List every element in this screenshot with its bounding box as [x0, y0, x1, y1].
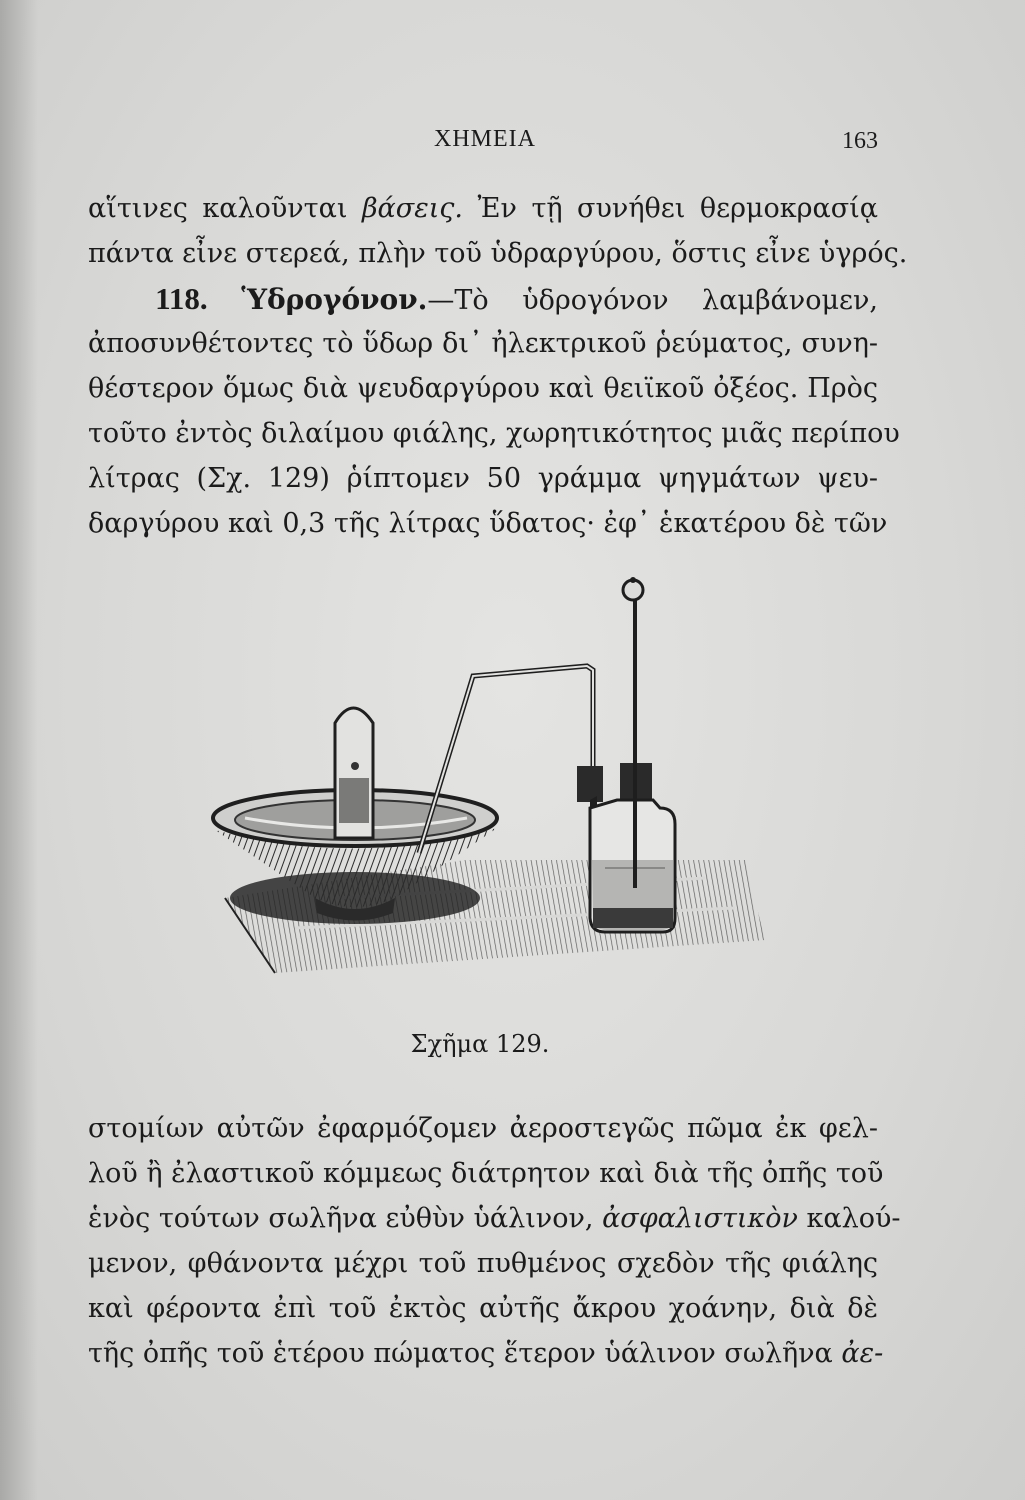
text-line: ἀποσυνθέτοντες τὸ ὕδωρ δι᾽ ἠλεκτρικοῦ ῥεύματος, συνη-: [88, 328, 878, 359]
section-heading-line: 118. Ὑδρογόνον.—Τὸ ὑδρογόνον λαμβάνομεν,: [155, 281, 878, 316]
electrolysis-apparatus-illustration: [205, 568, 895, 978]
text-line: θέστερον ὅμως διὰ ψευδαργύρου καὶ θειϊκοῦ ὀξέος. Πρὸς: [88, 373, 878, 404]
text-line: ἑνὸς τούτων σωλῆνα εὐθὺν ὑάλινον, ἀσφαλιστικὸν καλού-: [88, 1203, 901, 1234]
section-number: 118.: [155, 281, 208, 316]
text-line: στομίων αὐτῶν ἐφαρμόζομεν ἀεροστεγῶς πῶμα ἐκ φελ-: [88, 1113, 878, 1144]
text-line: πάντα εἶνε στερεά, πλὴν τοῦ ὑδραργύρου, ὅστις εἶνε ὑγρός.: [88, 238, 908, 269]
page-number: 163: [842, 128, 878, 154]
text-line: αἵτινες καλοῦνται βάσεις. Ἐν τῇ συνήθει θερμοκρασίᾳ: [88, 193, 878, 224]
text-line: λοῦ ἢ ἐλαστικοῦ κόμμεως διάτρητον καὶ διὰ τῆς ὀπῆς τοῦ: [88, 1158, 884, 1189]
running-header-title: ΧΗΜΕΙΑ: [434, 126, 536, 152]
text-line: μενον, φθάνοντα μέχρι τοῦ πυθμένος σχεδὸν τῆς φιάλης: [88, 1248, 878, 1279]
text-line: τοῦτο ἐντὸς διλαίμου φιάλης, χωρητικότητος μιᾶς περίπου: [88, 418, 900, 449]
binding-shadow: [0, 0, 38, 1500]
collecting-tube: [335, 708, 373, 838]
paragraph-bottom: [88, 1106, 901, 1376]
two-neck-bottle: [577, 763, 675, 932]
text-line: λίτρας (Σχ. 129) ῥίπτομεν 50 γράμμα ψηγμάτων ψευ-: [88, 463, 878, 494]
text-line: τῆς ὀπῆς τοῦ ἑτέρου πώματος ἕτερον ὑάλινον σωλῆνα ἀε-: [88, 1338, 884, 1369]
figure-caption: Σχῆμα 129.: [410, 1030, 550, 1058]
text-line: καὶ φέροντα ἐπὶ τοῦ ἐκτὸς αὐτῆς ἄκρου χοάνην, διὰ δὲ: [88, 1293, 878, 1324]
paragraph-top: [88, 186, 908, 546]
section-title: Ὑδρογόνον.: [241, 283, 428, 316]
text-line: δαργύρου καὶ 0,3 τῆς λίτρας ὕδατος· ἐφ᾽ ἑκατέρου δὲ τῶν: [88, 508, 888, 539]
